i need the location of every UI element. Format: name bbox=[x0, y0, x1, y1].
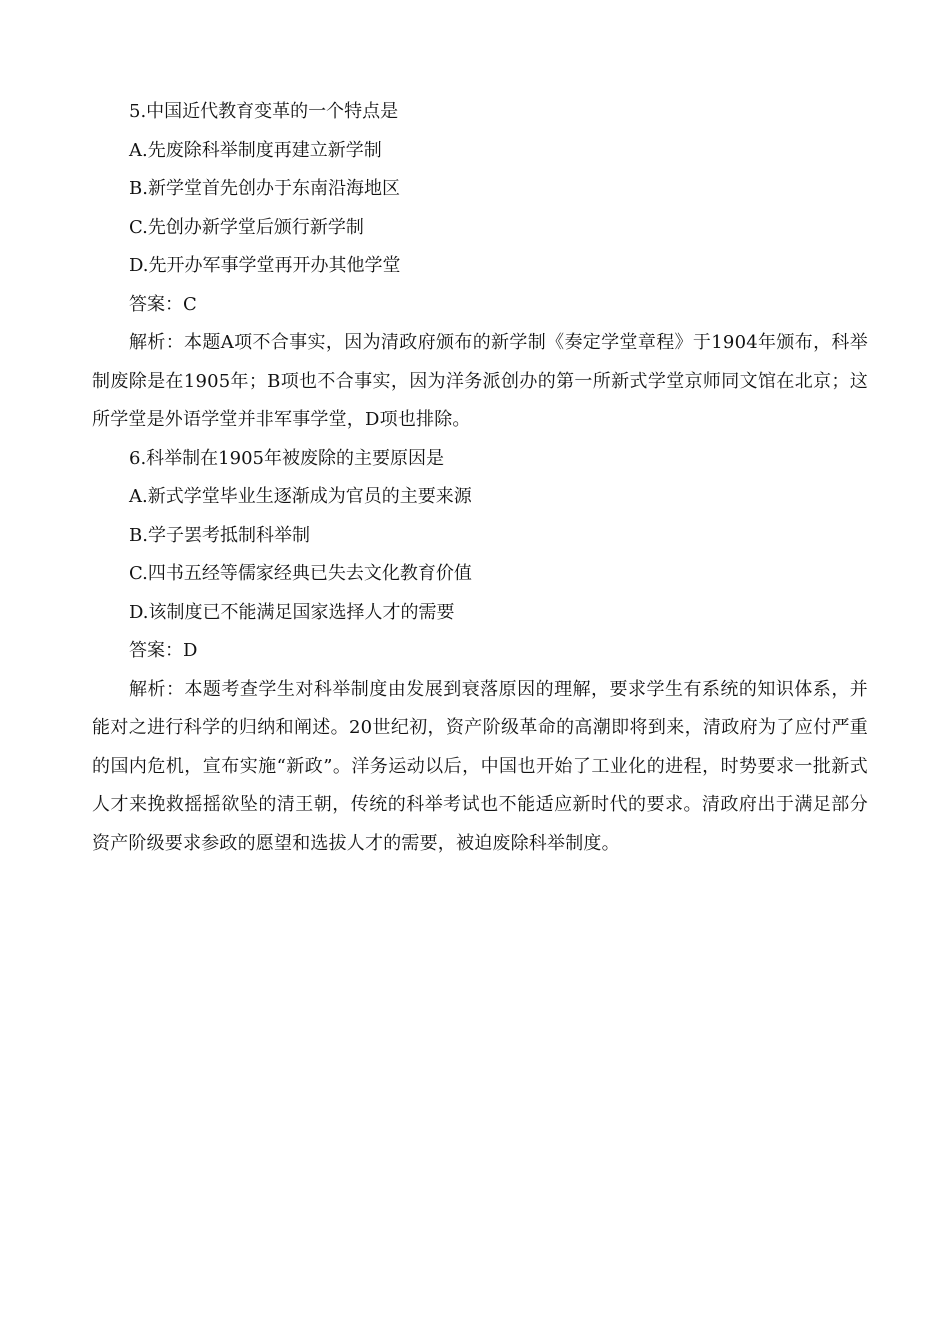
option-d: D.该制度已不能满足国家选择人才的需要 bbox=[129, 601, 455, 623]
document-content bbox=[92, 93, 868, 863]
option-c: C.先创办新学堂后颁行新学制 bbox=[129, 216, 364, 238]
answer: 答案：C bbox=[129, 293, 197, 315]
option-a: A.新式学堂毕业生逐渐成为官员的主要来源 bbox=[129, 486, 472, 507]
analysis-paragraph: 解析：本题A项不合事实，因为清政府颁布的新学制《奏定学堂章程》于1904年颁布，科举制废除是在1905年；B项也不合事实，因为洋务派创办的第一所新式学堂京师同文馆在北京；这所学堂是外语学堂并非军事学堂，D项也排除。 bbox=[92, 332, 868, 430]
question-stem: 5.中国近代教育变革的一个特点是 bbox=[129, 101, 399, 122]
option-b: B.学子罢考抵制科举制 bbox=[129, 524, 310, 546]
option-c: C.四书五经等儒家经典已失去文化教育价值 bbox=[129, 563, 472, 584]
question-5 bbox=[92, 93, 868, 440]
option-d: D.先开办军事学堂再开办其他学堂 bbox=[129, 255, 401, 276]
question-6 bbox=[92, 440, 868, 864]
question-stem: 6.科举制在1905年被废除的主要原因是 bbox=[129, 447, 444, 469]
answer: 答案：D bbox=[129, 640, 198, 661]
option-a: A.先废除科举制度再建立新学制 bbox=[129, 139, 382, 161]
option-b: B.新学堂首先创办于东南沿海地区 bbox=[129, 178, 400, 199]
analysis-paragraph: 解析：本题考查学生对科举制度由发展到衰落原因的理解，要求学生有系统的知识体系，并能对之进行科学的归纳和阐述。20世纪初，资产阶级革命的高潮即将到来，清政府为了应付严重的国内危机，宣布实施“新政”。洋务运动以后，中国也开始了工业化的进程，时势要求一批新式人才来挽救摇摇欲坠的清王朝，传统的科举考试也不能适应新时代的要求。清政府出于满足部分资产阶级要求参政的愿望和选拔人才的需要，被迫废除科举制度。 bbox=[92, 678, 868, 854]
